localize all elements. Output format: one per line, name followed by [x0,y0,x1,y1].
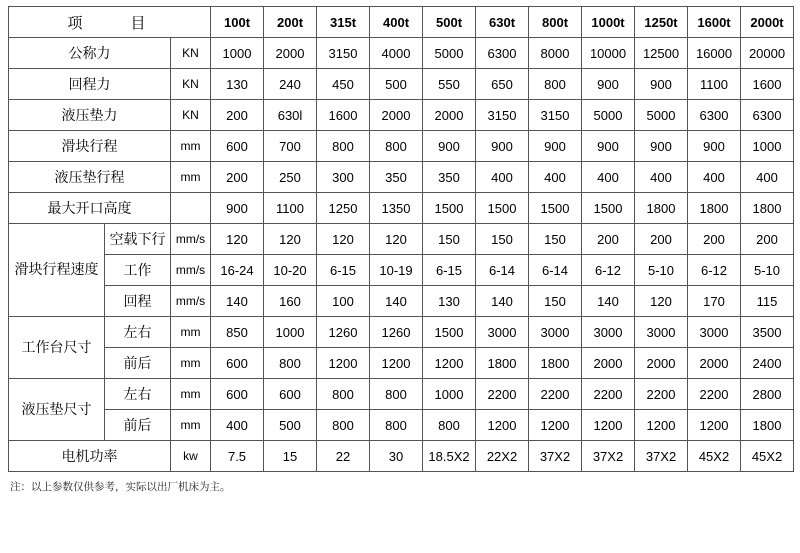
cell: 800 [529,69,582,100]
cell: 2200 [688,379,741,410]
cell: 1000 [741,131,794,162]
cell: 1100 [688,69,741,100]
cell: 1200 [529,410,582,441]
hydraulic-press-spec-table [8,6,794,472]
model-header-1000t: 1000t [582,7,635,38]
cell: 10-20 [264,255,317,286]
model-header-1250t: 1250t [635,7,688,38]
cell: 400 [741,162,794,193]
cell: 450 [317,69,370,100]
row-label-cushion-stroke: 液压垫行程 [9,162,171,193]
cell: 700 [264,131,317,162]
cell: 5-10 [635,255,688,286]
cell: 10-19 [370,255,423,286]
cell: 12500 [635,38,688,69]
row-label-motor-power: 电机功率 [9,441,171,472]
cell: 2800 [741,379,794,410]
table-row [9,224,794,255]
table-row [9,410,794,441]
cell: 1260 [317,317,370,348]
footnote: 注：以上参数仅供参考，实际以出厂机床为主。 [10,481,231,493]
cell: 30 [370,441,423,472]
cell: 5000 [423,38,476,69]
cell: 1200 [423,348,476,379]
cell: 1350 [370,193,423,224]
cell: 130 [211,69,264,100]
cell: 630l [264,100,317,131]
cell: 1250 [317,193,370,224]
table-row [9,317,794,348]
cell: 10000 [582,38,635,69]
cell: 200 [741,224,794,255]
cell: 6300 [688,100,741,131]
cell: 150 [423,224,476,255]
cell: 800 [317,131,370,162]
cell: 1200 [317,348,370,379]
row-sublabel-working: 工作 [105,255,171,286]
cell: 150 [476,224,529,255]
row-unit-left-right-cushion: mm [171,379,211,410]
cell: 6-14 [476,255,529,286]
cell: 600 [264,379,317,410]
cell: 200 [211,100,264,131]
row-unit-cushion-force: KN [171,100,211,131]
cell: 1200 [635,410,688,441]
table-row [9,348,794,379]
cell: 37X2 [529,441,582,472]
table-row [9,38,794,69]
cell: 800 [423,410,476,441]
cell: 3000 [476,317,529,348]
row-sublabel-left-right-worktable: 左右 [105,317,171,348]
cell: 1600 [741,69,794,100]
cell: 900 [688,131,741,162]
cell: 400 [688,162,741,193]
cell: 130 [423,286,476,317]
cell: 1500 [423,193,476,224]
cell: 2400 [741,348,794,379]
model-header-1600t: 1600t [688,7,741,38]
cell: 200 [211,162,264,193]
cell: 140 [582,286,635,317]
cell: 3150 [317,38,370,69]
cell: 120 [635,286,688,317]
cell: 120 [211,224,264,255]
row-unit-working: mm/s [171,255,211,286]
cell: 2000 [264,38,317,69]
cell: 1200 [476,410,529,441]
cell: 500 [264,410,317,441]
row-unit-max-opening-height [171,193,211,224]
cell: 22 [317,441,370,472]
cell: 6300 [476,38,529,69]
table-row [9,69,794,100]
table-row [9,255,794,286]
cell: 300 [317,162,370,193]
item-header-cell: 项 目 [9,7,211,38]
table-row [9,286,794,317]
cell: 2000 [582,348,635,379]
cell: 1200 [370,348,423,379]
row-label-max-opening-height: 最大开口高度 [9,193,171,224]
cell: 250 [264,162,317,193]
model-header-315t: 315t [317,7,370,38]
cell: 2200 [529,379,582,410]
cell: 900 [582,69,635,100]
cell: 850 [211,317,264,348]
table-row [9,193,794,224]
cell: 900 [423,131,476,162]
cell: 6300 [741,100,794,131]
cell: 5000 [582,100,635,131]
row-sublabel-front-back-cushion: 前后 [105,410,171,441]
row-label-nominal-force: 公称力 [9,38,171,69]
cell: 400 [582,162,635,193]
cell: 800 [264,348,317,379]
cell: 115 [741,286,794,317]
cell: 1800 [741,410,794,441]
table-row [9,131,794,162]
cell: 1500 [529,193,582,224]
cell: 1500 [582,193,635,224]
cell: 3000 [529,317,582,348]
cell: 100 [317,286,370,317]
cell: 1500 [476,193,529,224]
cell: 2200 [582,379,635,410]
cell: 37X2 [635,441,688,472]
cell: 140 [370,286,423,317]
row-unit-motor-power: kw [171,441,211,472]
row-sublabel-front-back-worktable: 前后 [105,348,171,379]
cell: 600 [211,379,264,410]
cell: 1000 [211,38,264,69]
cell: 1500 [423,317,476,348]
cell: 2000 [635,348,688,379]
table-row [9,379,794,410]
table-header-row [9,7,794,38]
cell: 400 [635,162,688,193]
cell: 400 [476,162,529,193]
cell: 1800 [741,193,794,224]
row-group-label-worktable-size: 工作台尺寸 [9,317,105,379]
cell: 900 [635,131,688,162]
cell: 150 [529,224,582,255]
cell: 18.5X2 [423,441,476,472]
cell: 1800 [635,193,688,224]
cell: 150 [529,286,582,317]
cell: 6-15 [317,255,370,286]
cell: 400 [211,410,264,441]
cell: 120 [264,224,317,255]
cell: 1200 [582,410,635,441]
table-row [9,100,794,131]
cell: 16-24 [211,255,264,286]
row-unit-front-back-worktable: mm [171,348,211,379]
cell: 800 [370,131,423,162]
cell: 140 [211,286,264,317]
row-unit-cushion-stroke: mm [171,162,211,193]
cell: 200 [582,224,635,255]
row-unit-nominal-force: KN [171,38,211,69]
cell: 1600 [317,100,370,131]
cell: 16000 [688,38,741,69]
cell: 2000 [370,100,423,131]
row-label-cushion-force: 液压垫力 [9,100,171,131]
table-row [9,441,794,472]
cell: 37X2 [582,441,635,472]
cell: 3000 [635,317,688,348]
cell: 8000 [529,38,582,69]
row-unit-return: mm/s [171,286,211,317]
row-unit-return-force: KN [171,69,211,100]
cell: 1200 [688,410,741,441]
cell: 140 [476,286,529,317]
cell: 6-15 [423,255,476,286]
cell: 800 [370,410,423,441]
cell: 3000 [582,317,635,348]
cell: 600 [211,348,264,379]
cell: 800 [317,410,370,441]
row-sublabel-no-load-down: 空载下行 [105,224,171,255]
cell: 900 [529,131,582,162]
cell: 200 [688,224,741,255]
cell: 170 [688,286,741,317]
row-sublabel-return: 回程 [105,286,171,317]
cell: 1100 [264,193,317,224]
cell: 800 [317,379,370,410]
cell: 500 [370,69,423,100]
cell: 2000 [688,348,741,379]
cell: 350 [423,162,476,193]
cell: 3150 [476,100,529,131]
row-unit-left-right-worktable: mm [171,317,211,348]
cell: 6-12 [688,255,741,286]
cell: 600 [211,131,264,162]
cell: 15 [264,441,317,472]
cell: 3500 [741,317,794,348]
cell: 900 [476,131,529,162]
cell: 20000 [741,38,794,69]
cell: 5000 [635,100,688,131]
cell: 650 [476,69,529,100]
row-group-label-slide-speed: 滑块行程速度 [9,224,105,317]
model-header-100t: 100t [211,7,264,38]
cell: 400 [529,162,582,193]
cell: 22X2 [476,441,529,472]
cell: 800 [370,379,423,410]
cell: 1000 [264,317,317,348]
cell: 2200 [476,379,529,410]
cell: 240 [264,69,317,100]
table-row [9,162,794,193]
row-unit-no-load-down: mm/s [171,224,211,255]
cell: 3000 [688,317,741,348]
cell: 120 [370,224,423,255]
cell: 6-12 [582,255,635,286]
model-header-500t: 500t [423,7,476,38]
model-header-2000t: 2000t [741,7,794,38]
row-label-slide-stroke: 滑块行程 [9,131,171,162]
cell: 3150 [529,100,582,131]
model-header-630t: 630t [476,7,529,38]
row-sublabel-left-right-cushion: 左右 [105,379,171,410]
cell: 2200 [635,379,688,410]
cell: 45X2 [688,441,741,472]
cell: 1800 [688,193,741,224]
cell: 4000 [370,38,423,69]
cell: 160 [264,286,317,317]
cell: 350 [370,162,423,193]
model-header-800t: 800t [529,7,582,38]
row-label-return-force: 回程力 [9,69,171,100]
model-header-400t: 400t [370,7,423,38]
cell: 1260 [370,317,423,348]
cell: 1000 [423,379,476,410]
cell: 1800 [476,348,529,379]
cell: 1800 [529,348,582,379]
cell: 6-14 [529,255,582,286]
row-unit-slide-stroke: mm [171,131,211,162]
cell: 2000 [423,100,476,131]
row-group-label-cushion-size: 液压垫尺寸 [9,379,105,441]
cell: 900 [582,131,635,162]
cell: 7.5 [211,441,264,472]
cell: 5-10 [741,255,794,286]
cell: 200 [635,224,688,255]
cell: 120 [317,224,370,255]
cell: 550 [423,69,476,100]
cell: 900 [211,193,264,224]
cell: 900 [635,69,688,100]
row-unit-front-back-cushion: mm [171,410,211,441]
model-header-200t: 200t [264,7,317,38]
cell: 45X2 [741,441,794,472]
